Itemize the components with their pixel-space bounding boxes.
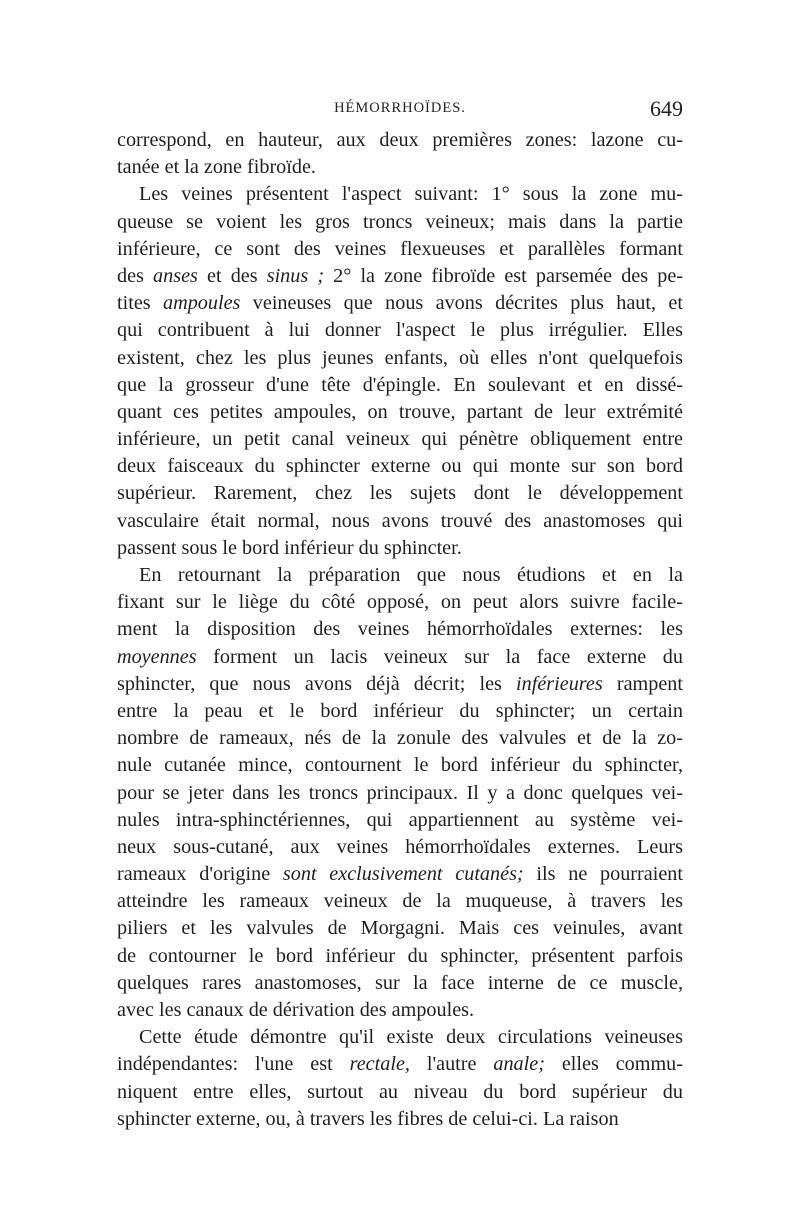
text-line [117,970,683,997]
text-line [117,209,683,236]
text-segment: supérieur. Rarement, chez les sujets dont le développement [117,482,683,505]
text-line [117,181,683,208]
text-line [117,317,683,344]
text-segment: tanée et la zone fibroïde. [117,156,316,179]
text-segment: rameaux d'origine [117,863,283,886]
text-line [117,616,683,643]
text-line [117,562,683,589]
text-line [117,1024,683,1051]
text-segment: sphincter externe, ou, à travers les fibres de celui-ci. La raison [117,1107,619,1130]
text-segment: pour se jeter dans les troncs principaux. Il y a donc quelques vei- [117,781,683,804]
body-text [117,127,683,1133]
text-line [117,943,683,970]
text-segment: de contourner le bord inférieur du sphincter, présentent parfois [117,944,683,967]
text-segment: quant ces petites ampoules, on trouve, partant de leur extrémité [117,400,683,423]
text-segment: Les veines présentent l'aspect suivant: 1° sous la zone mu- [139,183,683,206]
italic-segment: moyennes [117,645,197,668]
text-segment: avec les canaux de dérivation des ampoules. [117,999,475,1021]
text-line [117,1079,683,1106]
text-line [117,535,683,562]
text-segment: piliers et les valvules de Morgagni. Mais ces veinules, avant [117,917,683,940]
text-line [117,698,683,725]
text-segment: inférieure, ce sont des veines flexueuses et parallèles formant [117,237,683,260]
text-line [117,752,683,779]
text-segment: l'autre [409,1053,494,1076]
text-line [117,915,683,942]
page-header [117,96,683,122]
text-segment: ment la disposition des veines hémorrhoïdales externes: les [117,618,683,641]
italic-segment: sont exclusivement cutanés; [282,863,524,886]
text-segment: forment un lacis veineux sur la face externe du [196,645,683,668]
text-segment: des [117,264,154,287]
text-line [117,345,683,372]
italic-segment: sinus ; [266,264,325,287]
text-segment: Cette étude démontre qu'il existe deux circulations veineuses [139,1026,683,1049]
text-segment: existent, chez les plus jeunes enfants, où elles n'ont quelquefois [117,346,683,369]
text-line [117,861,683,888]
text-segment: fixant sur le liège du côté opposé, on peut alors suivre facile- [117,591,683,614]
text-segment: ils ne pourraient [523,863,683,886]
text-segment: nules intra-sphinctériennes, qui appartiennent au système vei- [117,808,683,831]
text-line [117,154,683,181]
text-segment: inférieure, un petit canal veineux qui pénètre obliquement entre [117,428,683,451]
text-segment: passent sous le bord inférieur du sphincter. [117,536,462,559]
text-segment: En retournant la préparation que nous étudions et en la [139,564,683,586]
text-segment: que la grosseur d'une tête d'épingle. En soulevant et en dissé- [117,373,683,396]
italic-segment: ampoules [163,292,241,315]
text-segment: tites [117,292,164,315]
text-segment: quelques rares anastomoses, sur la face interne de ce muscle, [117,971,683,994]
text-segment: elles commu- [544,1053,683,1076]
italic-segment: anale; [493,1053,545,1076]
italic-segment: anses [153,264,198,287]
italic-segment: rectale, [349,1053,410,1076]
text-line [117,888,683,915]
text-line [117,236,683,263]
text-segment: rampent [602,672,683,695]
text-segment: neux sous-cutané, aux veines hémorrhoïdales externes. Leurs [117,835,683,858]
running-head: HÉMORRHOÏDES. [334,100,466,116]
text-segment: niquent entre elles, surtout au niveau du bord supérieur du [117,1080,683,1103]
text-segment: nombre de rameaux, nés de la zonule des valvules et de la zo- [117,727,683,750]
text-line [117,263,683,290]
text-line [117,644,683,671]
text-line [117,372,683,399]
text-segment: veineuses que nous avons décrites plus haut, et [240,292,683,315]
text-line [117,1051,683,1078]
text-line [117,480,683,507]
text-line [117,780,683,807]
text-line [117,508,683,535]
text-line [117,807,683,834]
italic-segment: inférieures [516,672,603,695]
page-number: 649 [650,96,683,121]
text-line [117,399,683,426]
text-line [117,671,683,698]
text-segment: deux faisceaux du sphincter externe ou qui monte sur son bord [117,455,683,478]
text-segment: atteindre les rameaux veineux de la muqueuse, à travers les [117,890,683,913]
text-segment: sphincter, que nous avons déjà décrit; les [117,672,517,695]
text-segment: vasculaire était normal, nous avons trouvé des anastomoses qui [117,509,683,532]
text-line [117,1106,683,1133]
text-line [117,834,683,861]
text-segment: nule cutanée mince, contournent le bord inférieur du sphincter, [117,754,683,777]
text-line [117,725,683,752]
text-line [117,997,683,1024]
text-segment: indépendantes: l'une est [117,1053,350,1076]
text-segment: 2° la zone fibroïde est parsemée des pe- [324,264,683,287]
text-segment: et des [197,264,267,287]
text-segment: entre la peau et le bord inférieur du sphincter; un certain [117,699,683,722]
text-line [117,290,683,317]
text-line [117,453,683,480]
text-segment: queuse se voient les gros troncs veineux; mais dans la partie [117,210,683,233]
text-line [117,426,683,453]
text-line [117,589,683,616]
text-line [117,127,683,154]
text-segment: qui contribuent à lui donner l'aspect le plus irrégulier. Elles [117,319,683,342]
text-segment: correspond, en hauteur, aux deux premières zones: lazone cu- [117,129,683,151]
